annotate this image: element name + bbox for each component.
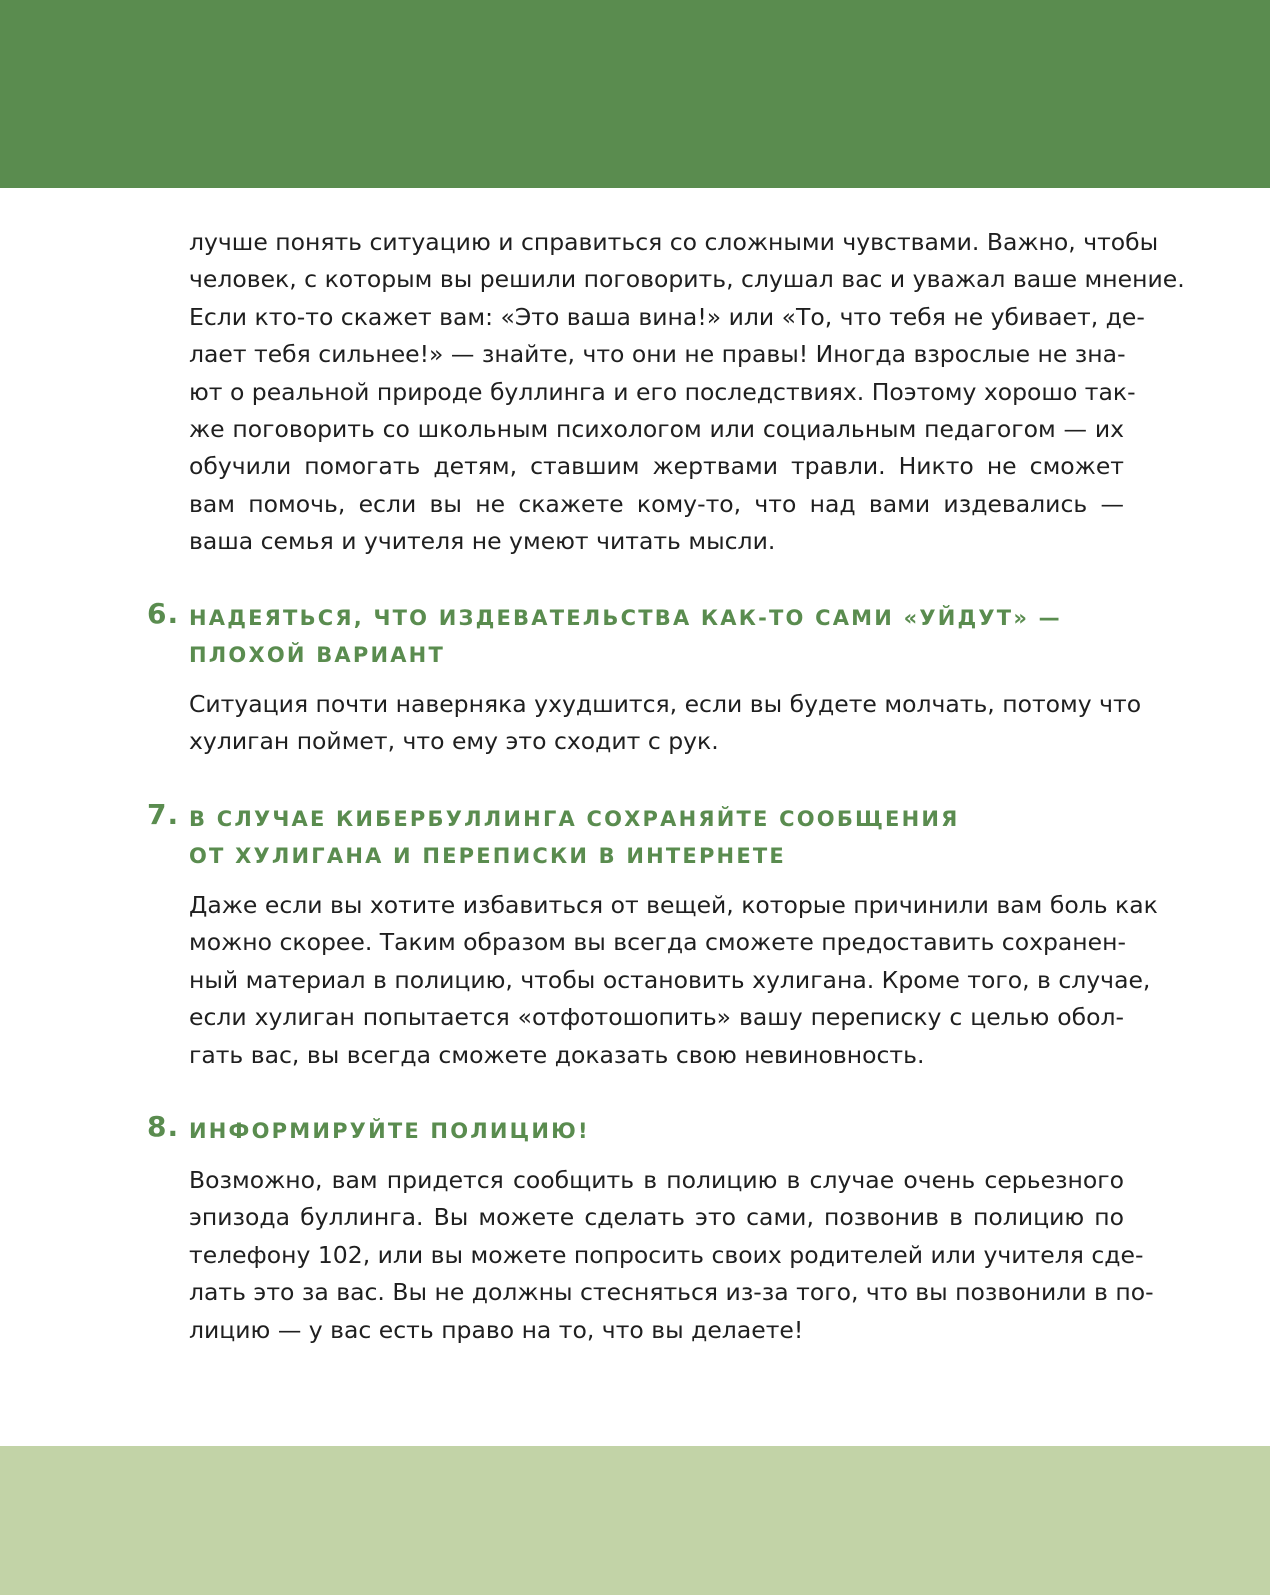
section-number: 6. <box>147 597 180 630</box>
text-line: можно скорее. Таким образом вы всегда сможете предоставить сохранен- <box>189 928 1126 957</box>
text-line: ный материал в полицию, чтобы остановить хулигана. Кроме того, в случае, <box>189 965 1151 994</box>
text-line: лает тебя сильнее!» — знайте, что они не правы! Иногда взрослые не зна- <box>189 340 1126 369</box>
text-line: ют о реальной природе буллинга и его последствиях. Поэтому хорошо так- <box>189 377 1136 406</box>
text-line: же поговорить со школьным психологом или социальным педагогом — их <box>189 415 1124 444</box>
section-title <box>189 801 960 875</box>
text-line: вам помочь, если вы не скажете кому-то, что над вами издевались — <box>189 489 1124 518</box>
section-title-line: В СЛУЧАЕ КИБЕРБУЛЛИНГА СОХРАНЯЙТЕ СООБЩЕНИЯ <box>189 807 960 831</box>
text-line: эпизода буллинга. Вы можете сделать это сами, позвонив в полицию по <box>189 1203 1124 1232</box>
section-title <box>189 600 1062 674</box>
text-line: хулиган поймет, что ему это сходит с рук. <box>189 727 719 756</box>
text-line: ваша семья и учителя не умеют читать мысли. <box>189 527 776 556</box>
section-title-line: ПЛОХОЙ ВАРИАНТ <box>189 643 445 667</box>
footer-color-band <box>0 1446 1270 1595</box>
intro-paragraph <box>189 224 1185 561</box>
section-title-line: ОТ ХУЛИГАНА И ПЕРЕПИСКИ В ИНТЕРНЕТЕ <box>189 844 786 868</box>
section-number: 8. <box>147 1110 180 1143</box>
text-line: лицию — у вас есть право на то, что вы делаете! <box>189 1315 804 1344</box>
text-line: если хулиган попытается «отфотошопить» вашу переписку с целью обол- <box>189 1003 1124 1032</box>
section-body-6 <box>189 686 1142 761</box>
section-title-line: НАДЕЯТЬСЯ, ЧТО ИЗДЕВАТЕЛЬСТВА КАК-ТО САМИ «УЙДУТ» — <box>189 606 1062 630</box>
text-line: Даже если вы хотите избавиться от вещей, которые причинили вам боль как <box>189 891 1158 919</box>
text-line: лучше понять ситуацию и справиться со сложными чувствами. Важно, чтобы <box>189 228 1159 256</box>
text-line: телефону 102, или вы можете попросить своих родителей или учителя сде- <box>189 1240 1144 1269</box>
text-line: лать это за вас. Вы не должны стесняться из-за того, что вы позвонили в по- <box>189 1278 1154 1307</box>
text-line: человек, с которым вы решили поговорить, слушал вас и уважал ваше мнение. <box>189 265 1185 294</box>
section-title <box>189 1113 590 1150</box>
text-line: гать вас, вы всегда сможете доказать свою невиновность. <box>189 1040 925 1069</box>
text-line: Возможно, вам придется сообщить в полицию в случае очень серьезного <box>189 1166 1124 1194</box>
section-number: 7. <box>147 798 180 831</box>
text-line: Если кто-то скажет вам: «Это ваша вина!» или «То, что тебя не убивает, де- <box>189 302 1145 331</box>
text-line: Ситуация почти наверняка ухудшится, если вы будете молчать, потому что <box>189 690 1142 718</box>
section-title-line: ИНФОРМИРУЙТЕ ПОЛИЦИЮ! <box>189 1119 590 1143</box>
text-line: обучили помогать детям, ставшим жертвами травли. Никто не сможет <box>189 452 1124 481</box>
section-body-8 <box>189 1162 1154 1349</box>
header-color-band <box>0 0 1270 188</box>
section-body-7 <box>189 887 1158 1074</box>
